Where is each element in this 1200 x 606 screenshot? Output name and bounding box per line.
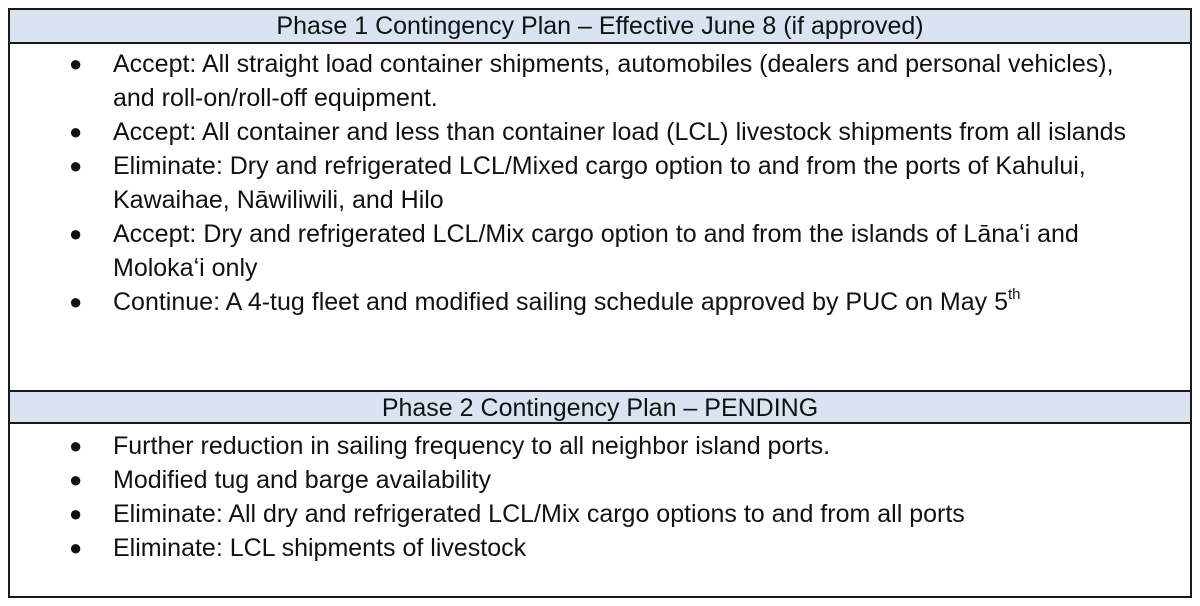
phase1-body <box>10 47 1190 319</box>
phase2-item-text: Eliminate: All dry and refrigerated LCL/Mix cargo options to and from all ports <box>113 500 965 528</box>
list-item <box>10 217 1190 285</box>
contingency-plan-table <box>8 8 1192 598</box>
list-item <box>10 463 1190 497</box>
list-item <box>10 47 1190 115</box>
ordinal-superscript: th <box>1008 285 1021 303</box>
list-item <box>10 115 1190 149</box>
bullet-icon: ● <box>69 289 83 314</box>
phase2-header <box>10 390 1190 424</box>
phase1-item-text: Continue: A 4-tug fleet and modified sailing schedule approved by PUC on May 5 <box>113 288 1008 316</box>
list-item <box>10 285 1190 319</box>
bullet-icon: ● <box>69 221 83 246</box>
list-item <box>10 497 1190 531</box>
bullet-icon: ● <box>69 119 83 144</box>
bullet-icon: ● <box>69 467 83 492</box>
phase1-item-text: Accept: Dry and refrigerated LCL/Mix cargo option to and from the islands of Lānaʻi and Molokaʻi only <box>113 220 1079 282</box>
phase1-list <box>10 47 1190 319</box>
bullet-icon: ● <box>69 51 83 76</box>
phase1-item-text: Accept: All container and less than container load (LCL) livestock shipments from all islands <box>113 118 1127 146</box>
phase2-item-text: Modified tug and barge availability <box>113 466 492 494</box>
list-item <box>10 429 1190 463</box>
list-item <box>10 531 1190 565</box>
phase1-item-text: Accept: All straight load container shipments, automobiles (dealers and personal vehicles), and roll-on/roll-off equipment. <box>113 50 1114 112</box>
phase1-header <box>10 10 1190 44</box>
phase2-item-text: Eliminate: LCL shipments of livestock <box>113 534 527 562</box>
phase2-item-text: Further reduction in sailing frequency to all neighbor island ports. <box>113 432 831 460</box>
phase2-body <box>10 429 1190 565</box>
phase1-item-text: Eliminate: Dry and refrigerated LCL/Mixed cargo option to and from the ports of Kahului, Kawaihae, Nāwiliwili, and Hilo <box>113 152 1086 214</box>
bullet-icon: ● <box>69 153 83 178</box>
bullet-icon: ● <box>69 501 83 526</box>
phase2-title: Phase 2 Contingency Plan – PENDING <box>381 394 819 422</box>
phase2-list <box>10 429 1190 565</box>
phase1-title: Phase 1 Contingency Plan – Effective June 8 (if approved) <box>276 12 924 40</box>
bullet-icon: ● <box>69 433 83 458</box>
bullet-icon: ● <box>69 535 83 560</box>
list-item <box>10 149 1190 217</box>
